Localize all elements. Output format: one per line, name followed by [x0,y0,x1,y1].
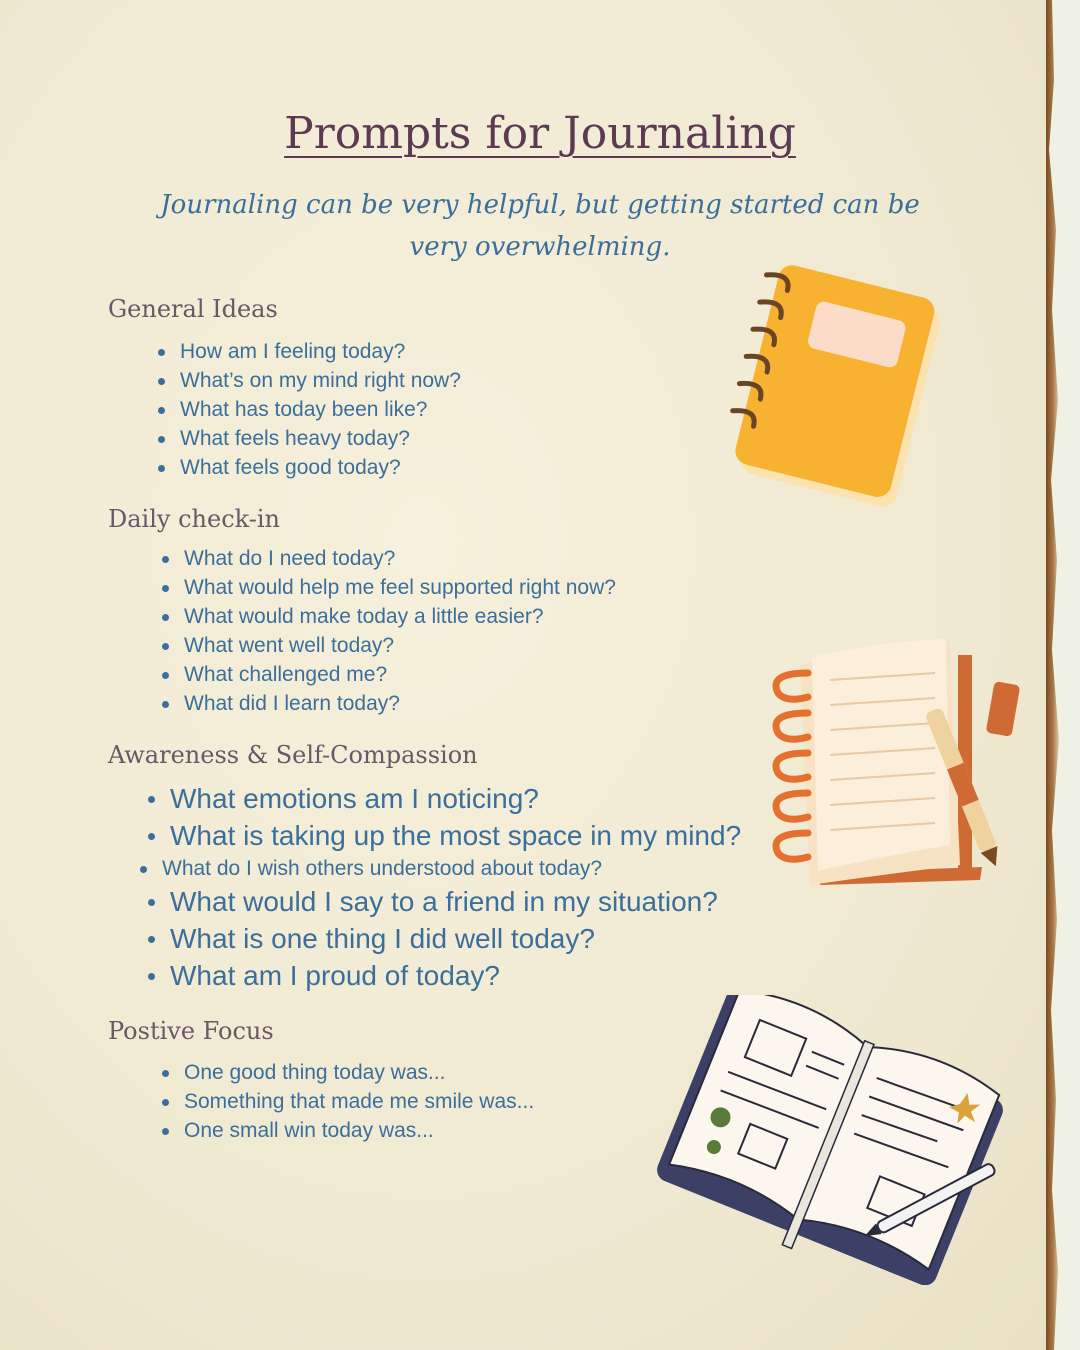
open-journal-icon [650,995,1010,1285]
awareness-list [148,780,741,994]
spiral-notebook-icon [720,265,950,520]
list-item: What am I proud of today? [148,957,741,994]
list-item: What do I need today? [162,544,616,573]
list-item: One small win today was... [162,1116,534,1145]
list-item: What is one thing I did well today? [148,920,741,957]
list-item: What would help me feel supported right now? [162,573,616,602]
list-item: What would make today a little easier? [162,602,616,631]
page-title: Prompts for Journaling [284,108,796,159]
list-item: What would I say to a friend in my situation? [148,883,741,920]
list-item: What feels heavy today? [158,424,461,453]
list-item: What did I learn today? [162,689,616,718]
list-item: What emotions am I noticing? [148,780,741,817]
intro-text: Journaling can be very helpful, but getting started can be very overwhelming. [160,190,920,262]
list-item: What do I wish others understood about today? [140,854,741,883]
section-heading-general-ideas: General Ideas [108,295,278,323]
list-item: One good thing today was... [162,1058,534,1087]
list-item: Something that made me smile was... [162,1087,534,1116]
list-item: How am I feeling today? [158,337,461,366]
list-item: What went well today? [162,631,616,660]
torn-paper-edge [1046,0,1064,1350]
daily-check-in-list [162,544,616,718]
notepad-pencil-icon [760,635,1030,900]
section-heading-positive-focus: Postive Focus [108,1017,274,1045]
section-heading-daily-check-in: Daily check-in [108,505,280,533]
list-item: What challenged me? [162,660,616,689]
list-item: What has today been like? [158,395,461,424]
general-ideas-list [158,337,461,482]
list-item: What’s on my mind right now? [158,366,461,395]
positive-focus-list [162,1058,534,1145]
list-item: What is taking up the most space in my mind? [148,817,741,854]
section-heading-awareness: Awareness & Self-Compassion [108,741,478,769]
list-item: What feels good today? [158,453,461,482]
